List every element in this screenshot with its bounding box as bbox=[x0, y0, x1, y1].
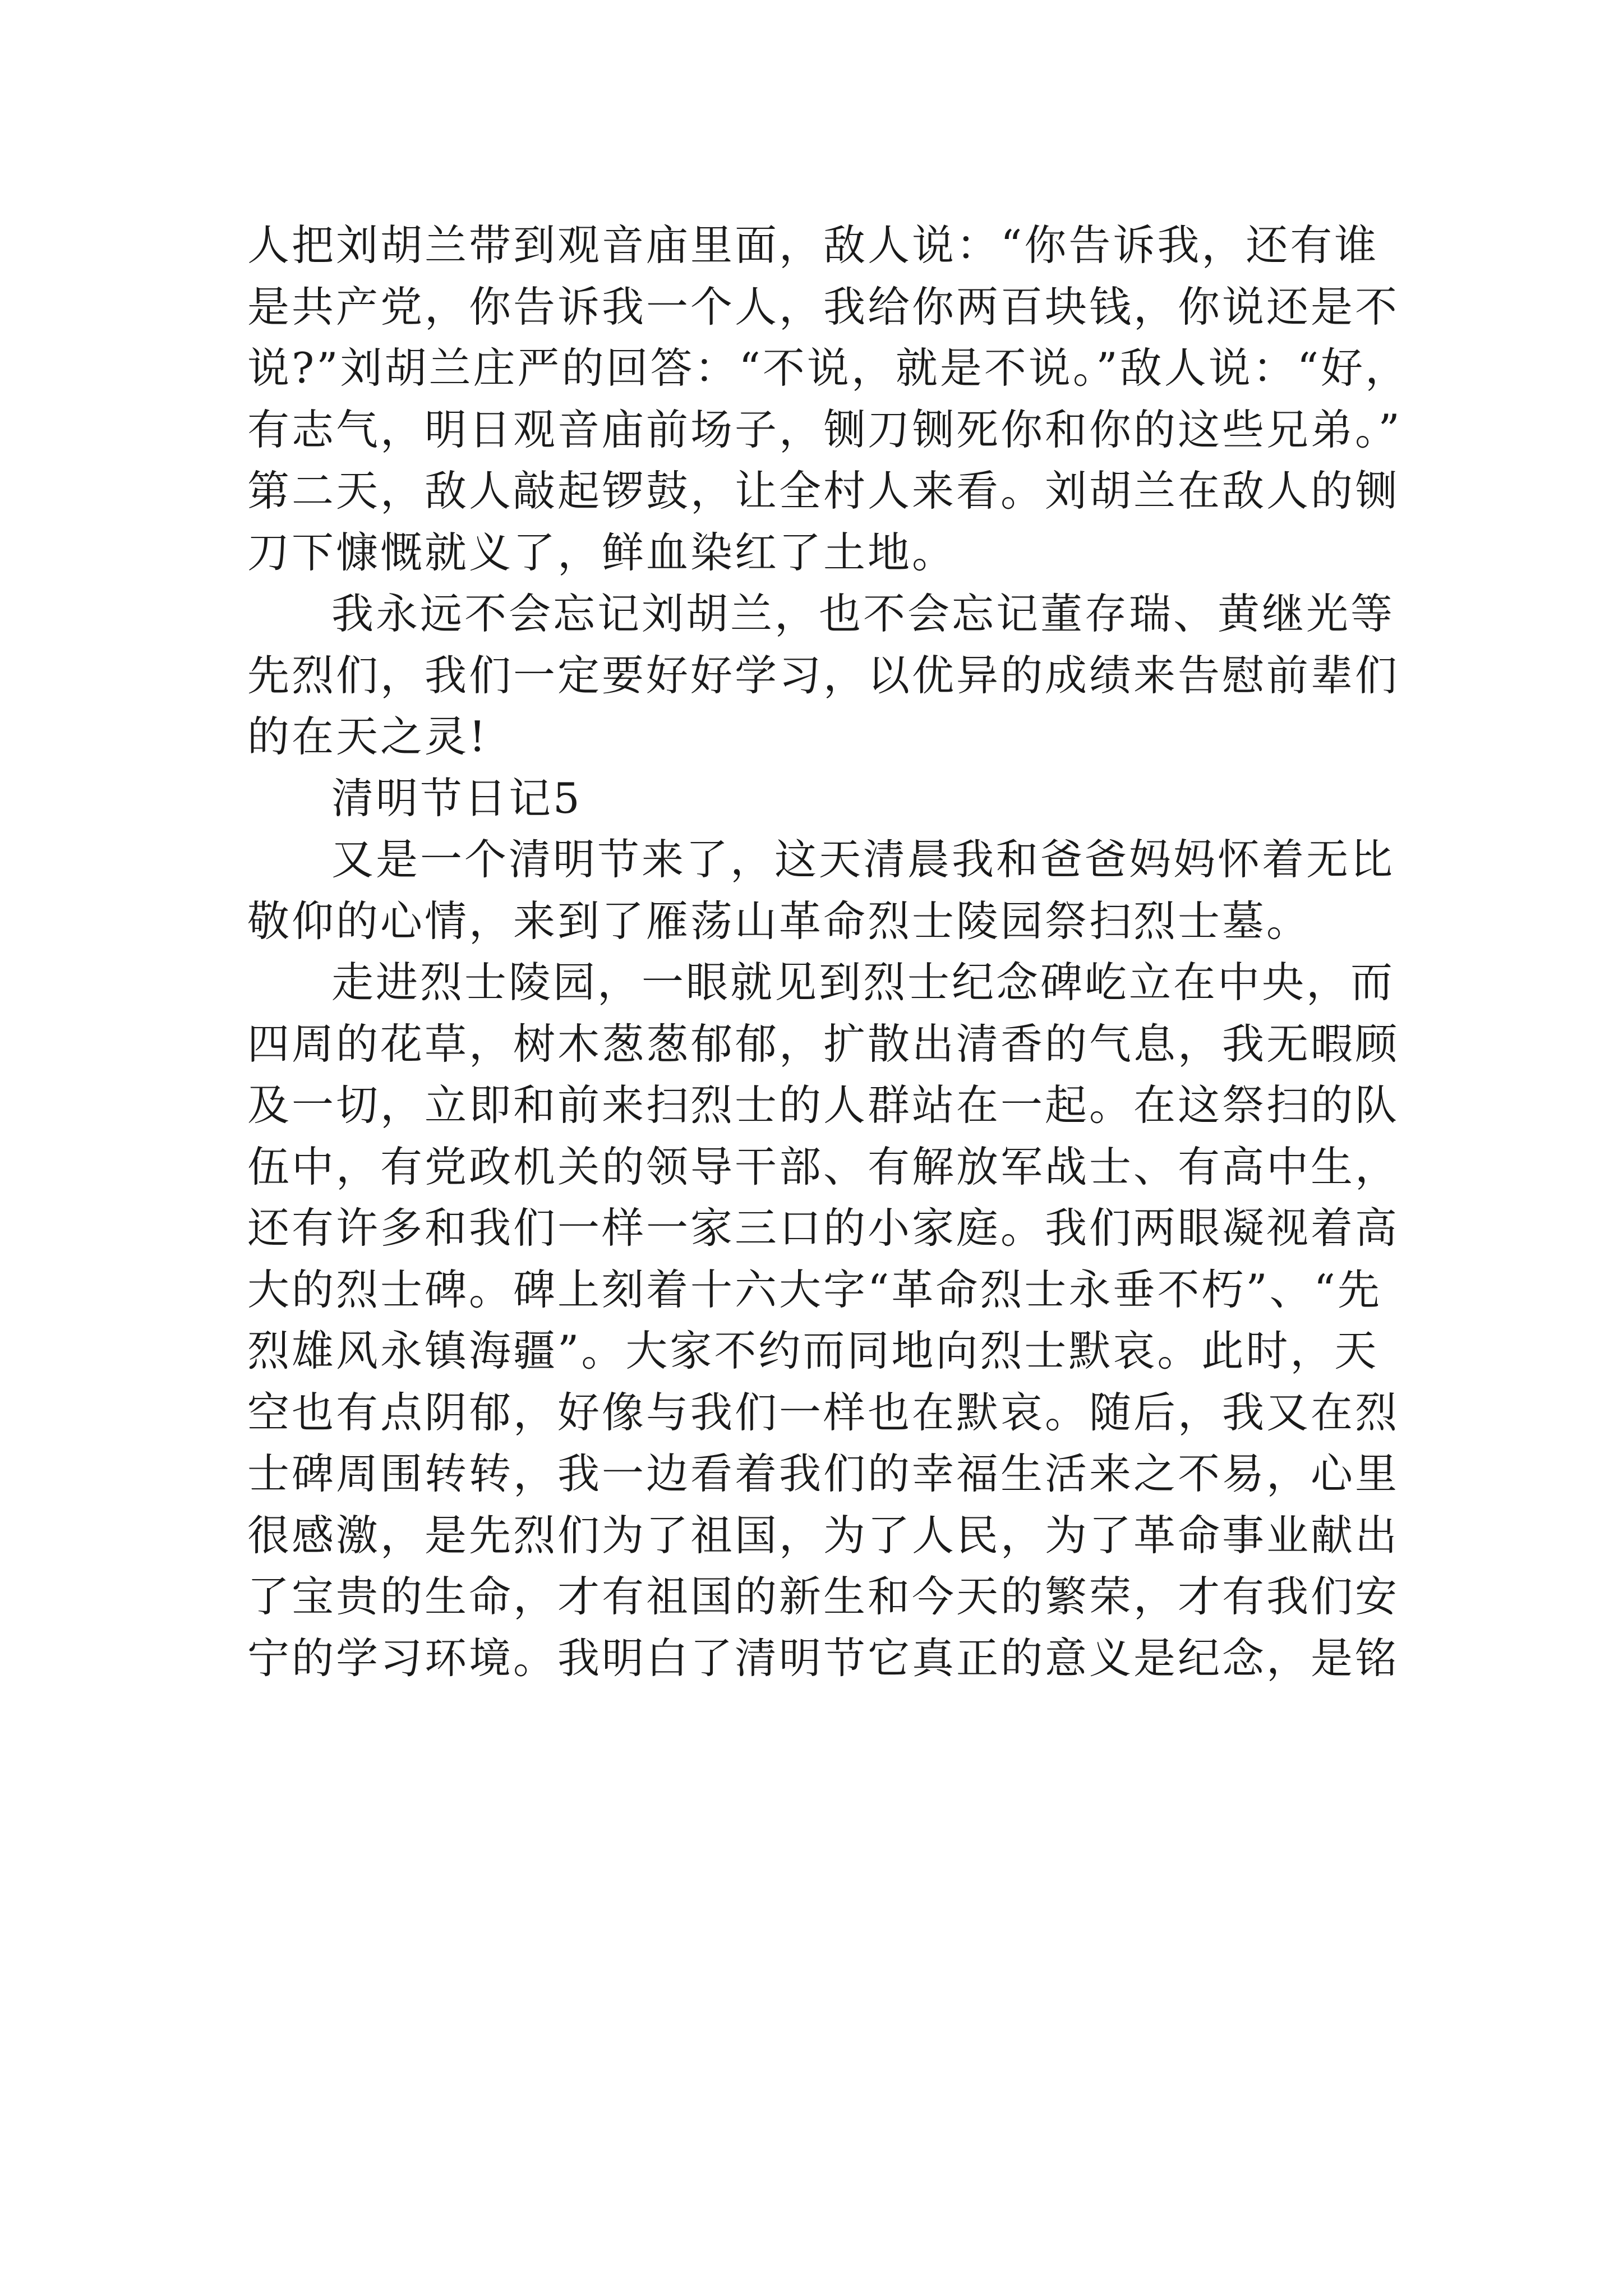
text-line: 空也有点阴郁，好像与我们一样也在默哀。随后，我又在烈 bbox=[247, 1387, 1400, 1437]
text-line: 人把刘胡兰带到观音庙里面，敌人说：“你告诉我，还有谁 bbox=[247, 220, 1379, 270]
text-line: 敬仰的心情，来到了雁荡山革命烈士陵园祭扫烈士墓。 bbox=[247, 896, 1311, 946]
text-line: 还有许多和我们一样一家三口的小家庭。我们两眼凝视着高 bbox=[247, 1203, 1400, 1253]
text-line: 刀下慷慨就义了，鲜血染红了土地。 bbox=[247, 527, 957, 577]
text-line: 四周的花草，树木葱葱郁郁，扩散出清香的气息，我无暇顾 bbox=[247, 1019, 1400, 1069]
text-line: 又是一个清明节来了，这天清晨我和爸爸妈妈怀着无比 bbox=[331, 835, 1395, 884]
text-line: 说?”刘胡兰庄严的回答：“不说，就是不说。”敌人说：“好， bbox=[247, 343, 1410, 393]
text-line: 我永远不会忘记刘胡兰，也不会忘记董存瑞、黄继光等 bbox=[331, 589, 1395, 638]
text-line: 很感激，是先烈们为了祖国，为了人民，为了革命事业献出 bbox=[247, 1510, 1400, 1560]
text-line: 烈雄风永镇海疆”。大家不约而同地向烈士默哀。此时，天 bbox=[247, 1326, 1379, 1375]
text-line: 的在天之灵! bbox=[247, 712, 488, 761]
text-line: 先烈们，我们一定要好好学习，以优异的成绩来告慰前辈们 bbox=[247, 650, 1400, 700]
text-line: 是共产党，你告诉我一个人，我给你两百块钱，你说还是不 bbox=[247, 282, 1400, 332]
text-line: 清明节日记5 bbox=[331, 773, 582, 823]
text-line: 走进烈士陵园，一眼就见到烈士纪念碑屹立在中央，而 bbox=[331, 958, 1395, 1007]
text-line: 了宝贵的生命，才有祖国的新生和今天的繁荣，才有我们安 bbox=[247, 1572, 1400, 1621]
text-line: 宁的学习环境。我明白了清明节它真正的意义是纪念，是铭 bbox=[247, 1633, 1400, 1683]
text-line: 大的烈士碑。碑上刻着十六大字“革命烈士永垂不朽”、“先 bbox=[247, 1264, 1382, 1314]
text-line: 有志气，明日观音庙前场子，铡刀铡死你和你的这些兄弟。” bbox=[247, 404, 1402, 454]
text-line: 士碑周围转转，我一边看着我们的幸福生活来之不易，心里 bbox=[247, 1449, 1400, 1498]
document-body bbox=[247, 215, 1410, 1689]
text-line: 伍中，有党政机关的领导干部、有解放军战士、有高中生， bbox=[247, 1142, 1400, 1191]
text-line: 第二天，敌人敲起锣鼓，让全村人来看。刘胡兰在敌人的铡 bbox=[247, 466, 1400, 516]
text-line: 及一切，立即和前来扫烈士的人群站在一起。在这祭扫的队 bbox=[247, 1080, 1400, 1130]
